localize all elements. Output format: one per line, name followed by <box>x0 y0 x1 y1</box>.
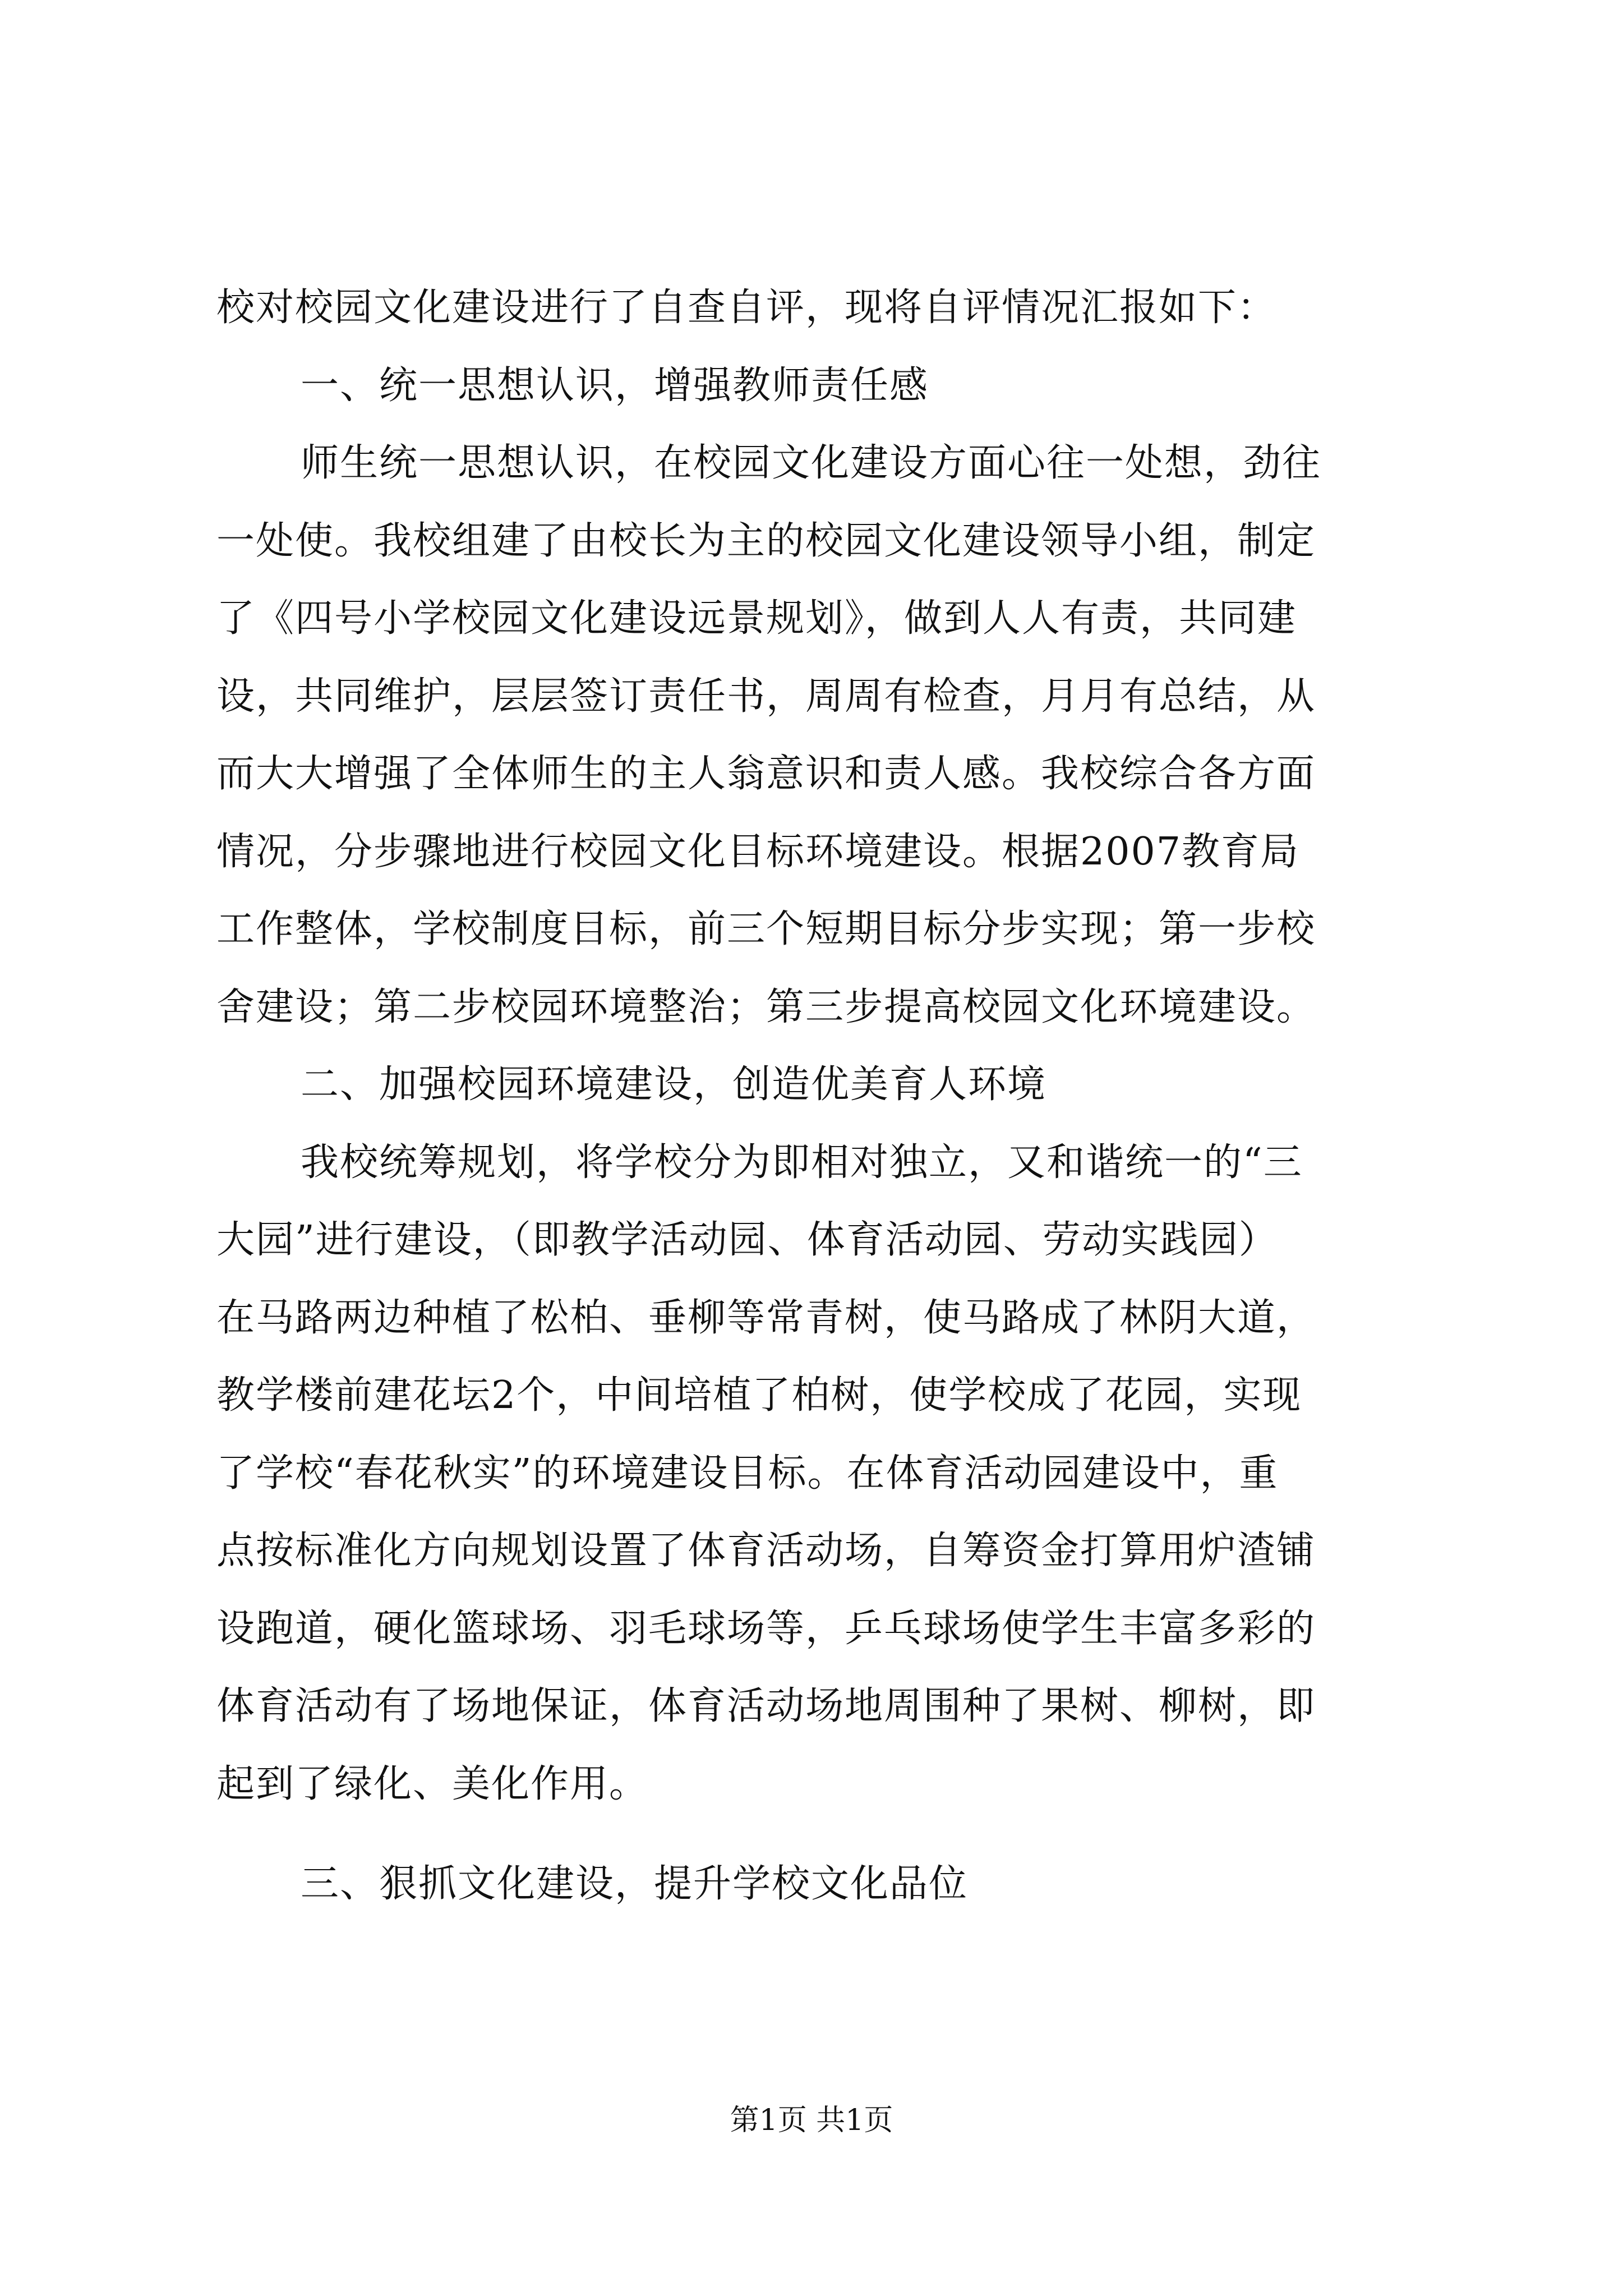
body-line: 了学校“春花秋实”的环境建设目标。在体育活动园建设中，重 <box>216 1451 1279 1496</box>
body-line: 情况，分步骤地进行校园文化目标环境建设。根据2007教育局 <box>216 829 1300 874</box>
paragraph-first-line: 我校统筹规划，将学校分为即相对独立，又和谐统一的“三 <box>301 1140 1303 1185</box>
page-number-footer: 第1页 共1页 <box>730 2104 893 2137</box>
paragraph-first-line: 师生统一思想认识，在校园文化建设方面心往一处想，劲往 <box>301 441 1322 485</box>
body-line: 设，共同维护，层层签订责任书，周周有检查，月月有总结，从 <box>216 674 1316 719</box>
body-line: 体育活动有了场地保证，体育活动场地周围种了果树、柳树，即 <box>216 1684 1316 1728</box>
body-line: 工作整体，学校制度目标，前三个短期目标分步实现；第一步校 <box>216 907 1316 951</box>
body-line: 起到了绿化、美化作用。 <box>216 1761 649 1806</box>
body-line: 而大大增强了全体师生的主人翁意识和责人感。我校综合各方面 <box>216 752 1316 796</box>
body-line: 一处使。我校组建了由校长为主的校园文化建设领导小组，制定 <box>216 518 1316 563</box>
body-line: 舍建设；第二步校园环境整治；第三步提高校园文化环境建设。 <box>216 984 1316 1029</box>
body-line: 大园”进行建设，（即教学活动园、体育活动园、劳动实践园） <box>216 1218 1278 1262</box>
body-line: 在马路两边种植了松柏、垂柳等常青树，使马路成了林阴大道， <box>216 1295 1316 1340</box>
body-line: 了《四号小学校园文化建设远景规划》，做到人人有责，共同建 <box>216 596 1297 641</box>
body-line: 设跑道，硬化篮球场、羽毛球场等，乒乓球场使学生丰富多彩的 <box>216 1606 1316 1651</box>
section-heading: 三、狠抓文化建设，提升学校文化品位 <box>301 1862 969 1906</box>
body-line: 校对校园文化建设进行了自查自评，现将自评情况汇报如下： <box>216 286 1277 330</box>
document-body <box>216 269 1420 1924</box>
body-line: 教学楼前建花坛2个，中间培植了柏树，使学校成了花园，实现 <box>216 1373 1302 1418</box>
section-heading: 一、统一思想认识，增强教师责任感 <box>301 363 929 408</box>
section-heading: 二、加强校园环境建设，创造优美育人环境 <box>301 1062 1047 1107</box>
body-line: 点按标准化方向规划设置了体育活动场，自筹资金打算用炉渣铺 <box>216 1529 1316 1573</box>
